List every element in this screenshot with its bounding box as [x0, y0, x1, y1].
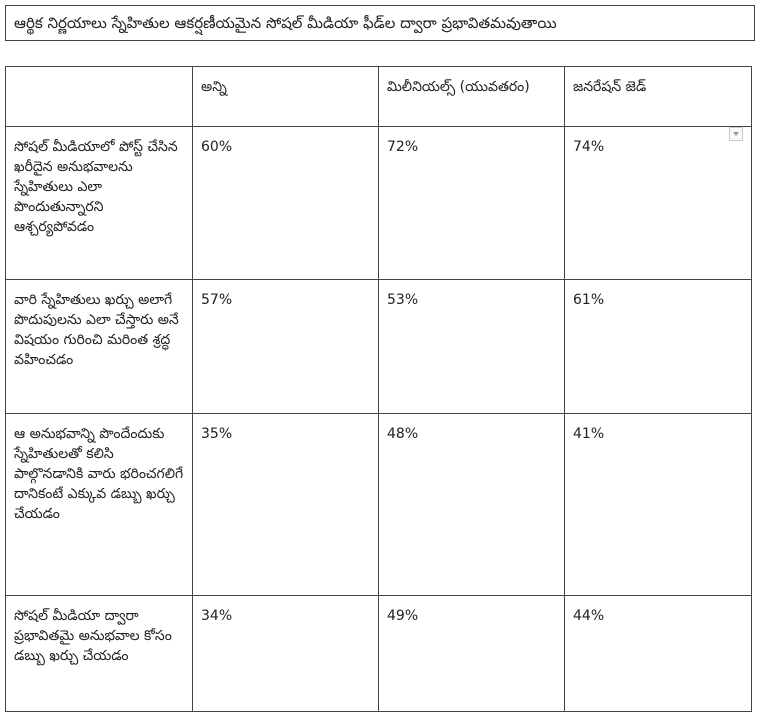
cell-all: 60%	[193, 127, 379, 280]
header-cell-blank	[6, 67, 193, 127]
cell-gen-z: 44%	[565, 596, 752, 712]
document-title: ఆర్థిక నిర్ణయాలు స్నేహితుల ఆకర్షణీయమైన సోషల్ మీడియా ఫీడ్‌ల ద్వారా ప్రభావితమవుతాయి	[5, 5, 755, 41]
cell-millennials: 48%	[379, 414, 565, 596]
dropdown-arrow-icon[interactable]	[729, 127, 743, 141]
table-row	[6, 414, 752, 596]
row-label: సోషల్ మీడియాలో పోస్ట్ చేసిన ఖరీదైన అనుభవాలను స్నేహితులు ఎలా పొందుతున్నారని ఆశ్చర్యపోవడం	[6, 127, 193, 280]
cell-gen-z: 41%	[565, 414, 752, 596]
cell-millennials: 72%	[379, 127, 565, 280]
table-header-row	[6, 67, 752, 127]
cell-all: 57%	[193, 280, 379, 414]
header-cell-millennials: మిలీనియల్స్ (యువతరం)	[379, 67, 565, 127]
table-row	[6, 280, 752, 414]
cell-all: 34%	[193, 596, 379, 712]
row-label: వారి స్నేహితులు ఖర్చు అలాగే పొదుపులను ఎలా చేస్తారు అనే విషయం గురించి మరింత శ్రద్ధ వహించడం	[6, 280, 193, 414]
row-label: సోషల్ మీడియా ద్వారా ప్రభావితమై అనుభవాల కోసం డబ్బు ఖర్చు చేయడం	[6, 596, 193, 712]
cell-millennials: 53%	[379, 280, 565, 414]
header-cell-all: అన్ని	[193, 67, 379, 127]
table-row	[6, 127, 752, 280]
cell-gen-z: 74%	[565, 127, 752, 280]
data-table	[5, 66, 752, 712]
cell-millennials: 49%	[379, 596, 565, 712]
cell-gen-z: 61%	[565, 280, 752, 414]
cell-all: 35%	[193, 414, 379, 596]
header-cell-gen-z: జనరేషన్ జెడ్	[565, 67, 752, 127]
table-row	[6, 596, 752, 712]
row-label: ఆ అనుభవాన్ని పొందేందుకు స్నేహితులతో కలిసి పాల్గొనడానికి వారు భరించగలిగే దానికంటే ఎక్కువ డబ్బు ఖర్చు చేయడం	[6, 414, 193, 596]
